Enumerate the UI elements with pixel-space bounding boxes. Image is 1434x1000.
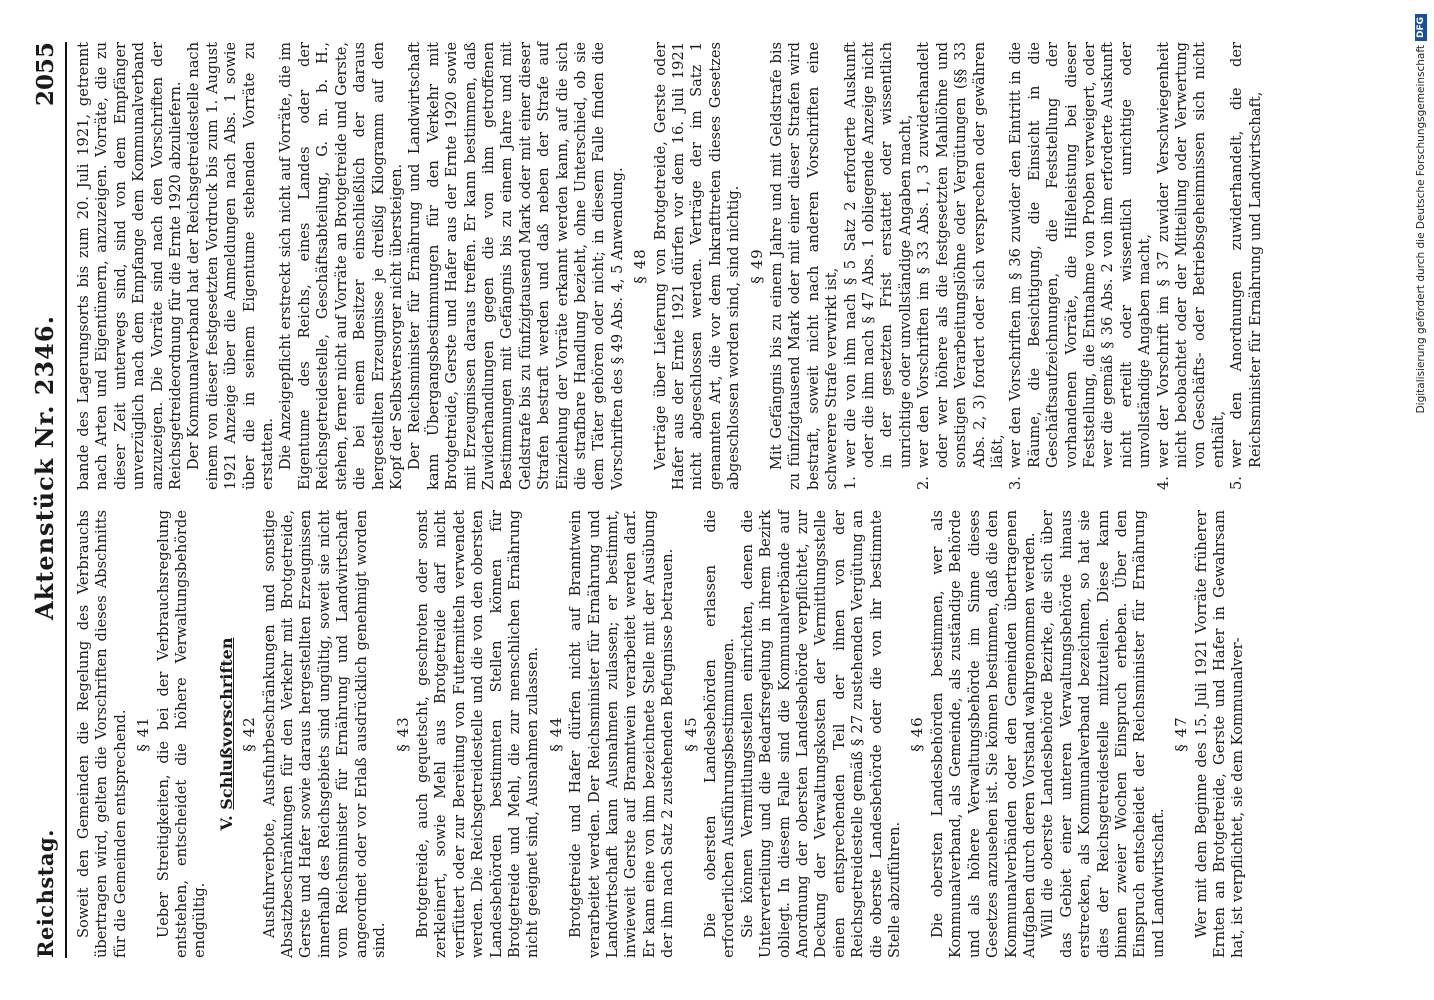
section-43-text: Brotgetreide, auch gequetscht, geschroten oder sonst zerkleinert, sowie Mehl aus Brotgetreide darf nicht verfüttert oder zur Bereitung von Futtermitteln verwendet werden. Die Reichsgetreidestelle und die von den obersten Landesbehörden bestimmten Stellen können für Brotgetreide und Mehl, die zur menschlichen Ernährung nicht geeignet sind, Ausnahmen zulassen. [413,510,542,958]
section-46-title: § 46 [908,716,927,752]
page-number: 2055 [32,42,59,107]
section-47-text: Wer mit dem Beginne des 15. Juli 1921 Vorräte früherer Ernten an Brotgetreide, Gerste und Hafer in Gewahrsam hat, ist verpflichtet, sie dem Kommunalver- [1192,510,1247,958]
list-item-text: wer die von ihm nach § 5 Satz 2 erforderte Auskunft oder die ihm nach § 47 Abs. 1 obliegende Anzeige nicht in der gesetzten Frist erstattet oder wissentlich unrichtige oder unvollständige Angaben macht, [841,42,914,468]
list-item-number: 5. [1228,476,1246,490]
section-45-text-1: Die obersten Landesbehörden erlassen die erforderlichen Ausführungsbestimmungen. [702,510,738,958]
digitization-credit-text: Digitalisierung gefördert durch die Deutsche Forschungsgemeinschaft [1415,45,1427,414]
section-46-text-2: Will die oberste Landesbehörde Bezirke, die sich über das Gebiet einer unteren Verwaltungsbehörde hinaus erstrecken, als Kommunalverband bezeichnen, so hat sie dies der Reichsgetreidestelle mitzuteilen. Diese kann binnen zweier Wochen Einspruch erheben. Über den Einspruch entscheidet der Reichsminister für Ernährung und Landwirtschaft. [1039,510,1167,958]
section-47-continuation-2: Der Kommunalverband hat der Reichsgetreidestelle nach einem von dieser festgesetzten Vordruck bis zum 1. August 1921 Anzeige über die Anmeldungen nach Abs. 1 sowie über die in seinem Eigentume stehenden Vorräte zu erstatten. [185,42,277,490]
list-item-text: wer den Vorschriften im § 33 Abs. 1, 3 zuwiderhandelt oder wer höhere als die festgesetzten Mahllöhne und sonstigen Verarbeitungslöhne oder Vergütungen (§§ 33 Abs. 2, 3) fordert oder sich versprechen oder gewähren läßt, [915,42,1006,468]
header-document-number: Aktenstück Nr. 2346. [30,315,59,620]
dfg-logo: DFG [1415,14,1427,41]
section-47-continuation-3: Die Anzeigepflicht erstreckt sich nicht auf Vorräte, die im Eigentume des Reichs, eines Landes oder der Reichsgetreidestelle, Geschäftsabteilung, G. m. b. H., stehen, ferner nicht auf Vorräte an Brotgetreide und Gerste, die bei einem Besitzer einschließlich der daraus hergestellten Erzeugnisse je dreißig Kilogramm auf den Kopf der Selbstversorger nicht übersteigen. [277,42,405,490]
list-item [915,42,1007,490]
section-41-text: Ueber Streitigkeiten, die bei der Verbrauchsregelung entstehen, entscheidet die höhere Verwaltungsbehörde endgültig. [154,510,209,958]
digitization-credit-text-wrap [1408,0,1434,1000]
list-item-text: wer der Vorschrift im § 37 zuwider Verschwiegenheit nicht beobachtet oder der Mitteilung oder Verwertung von Geschäfts- oder Betriebsgeheimnissen sich nicht enthält, [1154,42,1227,468]
list-item [1155,42,1229,490]
section-48-title: § 48 [631,248,650,284]
list-item [1007,42,1154,490]
section-41-title: § 41 [134,716,153,752]
list-item-number: 4. [1154,476,1172,490]
chapter-title [218,510,236,958]
header-reichstag: Reichstag. [33,829,58,958]
list-item-number: 2. [915,476,933,490]
section-45-title: § 45 [681,716,700,752]
list-item-number: 1. [841,476,859,490]
list-item [1228,42,1265,490]
section-44-title: § 44 [546,716,565,752]
section-49-intro: Mit Gefängnis bis zu einem Jahre und mit Geldstrafe bis zu fünfzigtausend Mark oder mit einer dieser Strafen wird bestraft, soweit nicht nach anderen Vorschriften eine schwerere Strafe verwirkt ist, [768,42,841,490]
section-47-title: § 47 [1172,716,1191,752]
text-columns [75,42,1395,958]
list-item-text: wer den Vorschriften im § 36 zuwider den Eintritt in die Räume, die Besichtigung, die Einsicht in die Geschäftsaufzeichnungen, die Feststellung der vorhandenen Vorräte, die Hilfeleistung bei dieser Feststellung, die Entnahme von Proben verweigert, oder wer die gemäß § 36 Abs. 2 von ihm erforderte Auskunft nicht erteilt oder wissentlich unrichtige oder unvollständige Angaben macht, [1007,42,1154,468]
list-item-number: 3. [1007,476,1025,490]
section-42-title: § 42 [240,716,259,752]
intro-paragraph: Soweit den Gemeinden die Regelung des Verbrauchs übertragen wird, gelten die Vorschriften dieses Abschnitts für die Gemeinden entsprechend. [75,510,129,958]
chapter-heading: Schlußvorschriften [216,637,236,810]
section-44-text: Brotgetreide und Hafer dürfen nicht auf Branntwein verarbeitet werden. Der Reichsminister für Ernährung und Landwirtschaft kann Ausnahmen zulassen; er bestimmt, inwieweit Gerste auf Branntwein verarbeitet werden darf. Er kann eine von ihm bezeichnete Stelle mit der Ausübung der ihm nach Satz 2 zustehenden Befugnisse betrauen. [567,510,677,958]
section-48-text: Verträge über Lieferung von Brotgetreide, Gerste oder Hafer aus der Ernte 1921 dürfen vor dem 16. Juli 1921 nicht abgeschlossen werden. Verträge der im Satz 1 genannten Art, die vor dem Inkrafttreten dieses Gesetzes abgeschlossen worden sind, sind nichtig. [651,42,743,490]
left-column [75,510,1395,958]
right-column [75,42,1395,490]
chapter-number: V. [216,815,236,831]
list-item [842,42,916,490]
section-46-text-1: Die obersten Landesbehörden bestimmen, wer als Kommunalverband, als Gemeinde, als zuständige Behörde und als höhere Verwaltungsbehörde im Sinne dieses Gesetzes anzusehen ist. Sie können bestimmen, daß die den Kommunalverbänden oder den Gemeinden übertragenen Aufgaben durch deren Vorstand wahrgenommen werden. [928,510,1038,958]
section-49-title: § 49 [747,248,766,284]
digitization-credit [1408,0,1434,1000]
section-43-title: § 43 [393,716,412,752]
section-47-continuation-1: bande des Lagerungsorts bis zum 20. Juli 1921, getrennt nach Arten und Eigentümern, anzuzeigen. Vorräte, die zu dieser Zeit unterwegs sind, sind von dem Empfänger unverzüglich nach dem Empfange dem Kommunalverband anzuzeigen. Die Vorräte sind nach den Vorschriften der Reichsgetreideordnung für die Ernte 1920 abzuliefern. [75,42,185,490]
section-47-continuation-4: Der Reichsminister für Ernährung und Landwirtschaft kann Übergangsbestimmungen für den Verkehr mit Brotgetreide, Gerste und Hafer aus der Ernte 1920 sowie mit Erzeugnissen daraus treffen. Er kann bestimmen, daß Zuwiderhandlungen gegen die von ihm getroffenen Bestimmungen mit Gefängnis bis zu einem Jahre und mit Geldstrafe bis zu fünfzigtausend Mark oder mit einer dieser Strafen bestraft werden und daß neben der Strafe auf Einziehung der Vorräte erkannt werden kann, auf die sich die strafbare Handlung bezieht, ohne Unterschied, ob sie dem Täter gehören oder nicht; in diesem Falle finden die Vorschriften des § 49 Abs. 4, 5 Anwendung. [406,42,626,490]
section-42-text: Ausfuhrverbote, Ausfuhrbeschränkungen und sonstige Absatzbeschränkungen für den Verkehr mit Brotgetreide, Gerste und Hafer sowie daraus hergestellten Erzeugnissen innerhalb des Reichsgebiets sind ungültig, soweit sie nicht vom Reichsminister für Ernährung und Landwirtschaft angeordnet oder vor Erlaß ausdrücklich genehmigt worden sind. [260,510,389,958]
list-item-text: wer den Anordnungen zuwiderhandelt, die der Reichsminister für Ernährung und Landwirtschaft, [1228,42,1264,468]
page-header [30,42,67,958]
section-45-text-2: Sie können Vermittlungsstellen einrichten, denen die Unterverteilung und die Bedarfsregelung in ihrem Bezirk obliegt. In diesem Falle sind die Kommunalverbände auf Anordnung der obersten Landesbehörde verpflichtet, zur Deckung der Verwaltungskosten der Vermittlungsstelle einen entsprechenden Teil der ihnen von der Reichsgetreidestelle gemäß § 27 zustehenden Vergütung an die oberste Landesbehörde oder die von ihr bestimmte Stelle abzuführen. [738,510,904,958]
